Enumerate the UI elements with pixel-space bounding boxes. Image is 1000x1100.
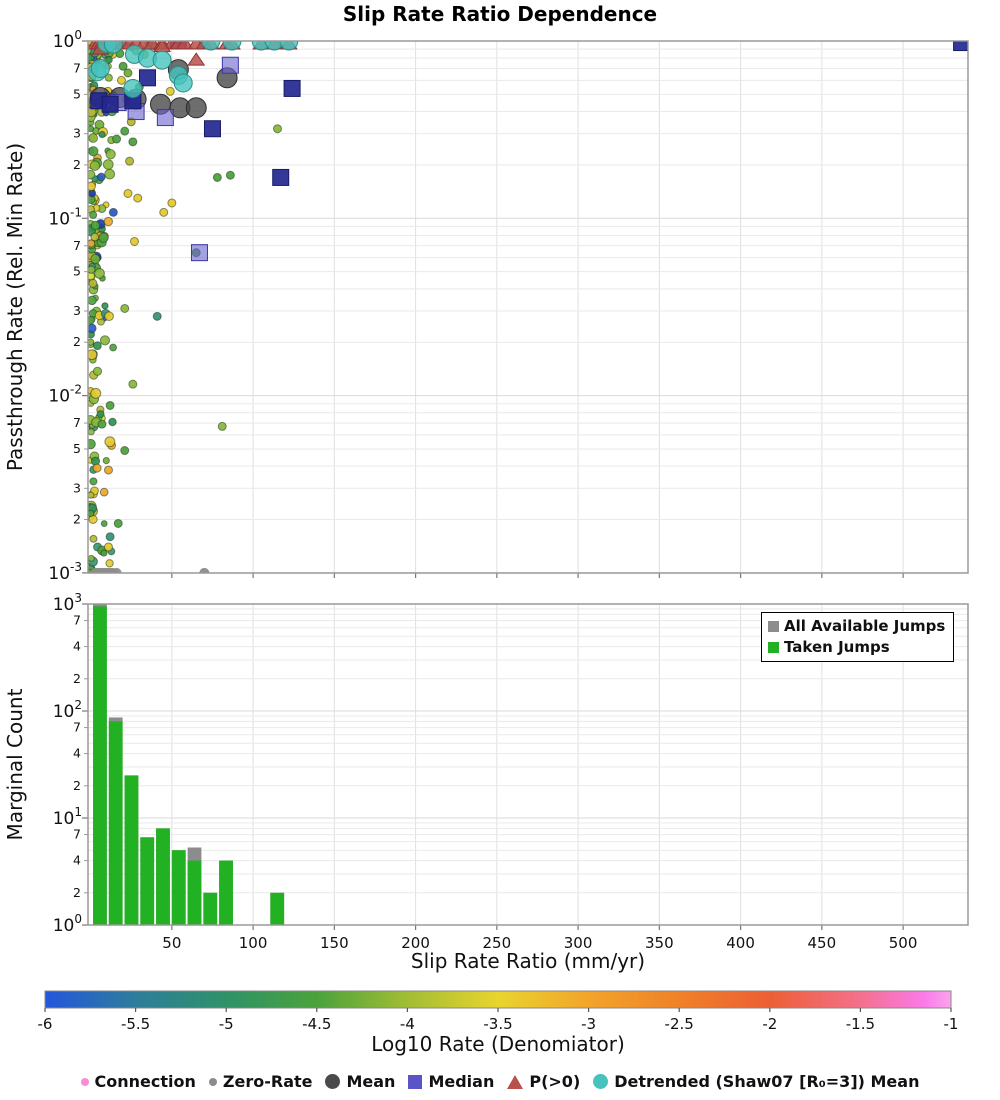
legend-swatch [768,621,779,632]
legend-label: P(>0) [529,1072,581,1091]
x-tick-label: 150 [320,934,349,952]
scatter-point [104,466,112,474]
x-tick-label: 450 [807,934,837,952]
scatter-point [90,535,97,542]
scatter-point [113,135,121,143]
p-gt0-point [188,53,204,65]
scatter-point [91,221,100,230]
y-major-label: $10^{-2}$ [48,382,82,407]
colorbar-tick-label: -4.5 [302,1015,332,1033]
legend-item [593,1072,919,1091]
scatter-point [91,254,100,263]
scatter-point [90,211,97,218]
triangle-icon [507,1075,523,1089]
median-point [204,121,220,137]
y-minor-label: 7 [73,237,81,253]
colorbar-tick-label: -4 [399,1015,415,1033]
median-point [139,70,155,86]
scatter-point [226,171,234,179]
scatter-point [109,208,117,216]
median-point [102,96,118,112]
legend-item [768,617,945,635]
scatter-point [90,161,99,170]
exponent: 0 [74,912,82,926]
exponent: 1 [74,805,82,819]
detrended-point [104,35,122,53]
y-major-label: $10^{-1}$ [48,205,82,230]
legend-item [408,1072,494,1091]
scatter-point [91,233,99,241]
scatter-point [102,303,108,309]
colorbar-tick-label: -2 [762,1015,778,1033]
colorbar-tick-label: -1.5 [845,1015,876,1033]
median-point [954,35,970,51]
colorbar-tick-label: -5.5 [120,1015,151,1033]
detrended-point [174,74,192,92]
y-major-label: $10^0$ [52,28,82,52]
hist-bar-taken [109,721,123,925]
hist-bar-taken [93,606,107,925]
y-minor-label: 4 [73,745,81,761]
scatter-point [101,521,107,527]
marker-legend [0,1072,1000,1091]
scatter-point [114,519,122,527]
scatter-point [126,157,134,165]
legend-label: Taken Jumps [784,638,890,656]
scatter-point [93,342,101,350]
hist-bar-taken [219,861,233,925]
scatter-point [166,87,174,95]
scatter-point [99,233,108,242]
hist-bar-taken [203,893,217,925]
scatter-point [89,279,97,287]
y-minor-label: 7 [73,826,81,842]
legend-item [507,1072,580,1091]
square-icon [408,1075,422,1089]
y-minor-label: 2 [73,670,81,686]
y-minor-label: 2 [73,334,81,350]
scatter-point [273,125,281,133]
hist-bar-taken [172,850,186,925]
scatter-point [153,312,161,320]
scatter-point [88,296,97,305]
scatter-point [129,138,137,146]
legend-label: Zero-Rate [222,1072,313,1091]
scatter-point [98,420,106,428]
mean-point [186,98,206,118]
x-tick-label: 200 [401,934,430,952]
y-major-label: $10^1$ [52,805,82,829]
scatter-point [100,488,108,496]
scatter-point [106,150,115,159]
x-axis-label: Slip Rate Ratio (mm/yr) [410,949,646,973]
scatter-point [86,439,95,448]
colorbar-tick-label: -2.5 [664,1015,694,1033]
legend-item [768,638,945,656]
y-major-label: $10^{-3}$ [48,559,82,584]
exponent: -1 [70,205,82,220]
hist-ylabel: Marginal Count [3,688,27,841]
circle-icon [325,1074,340,1089]
detrended-point [153,51,171,69]
scatter-point [218,422,226,430]
scatter-point [93,367,101,375]
exponent: 0 [74,28,82,42]
scatter-point [110,344,117,351]
median-point [157,110,173,126]
legend-label: Median [428,1072,495,1091]
median-point [222,57,238,73]
scatter-point [97,173,105,181]
scatter-point [121,127,129,135]
scatter-point [90,478,97,485]
scatter-point [124,69,132,77]
y-minor-label: 7 [73,415,81,431]
legend-item [209,1072,313,1091]
colorbar-tick-label: -1 [943,1015,959,1033]
scatter-point [106,533,114,541]
scatter-point [97,411,104,418]
y-minor-label: 2 [73,511,81,527]
x-tick-label: 50 [162,934,182,952]
figure-title: Slip Rate Ratio Dependence [342,2,658,26]
x-tick-label: 350 [645,934,674,952]
y-minor-label: 2 [73,156,81,172]
scatter-point [129,380,137,388]
scatter-point [134,194,142,202]
y-minor-label: 7 [73,612,81,628]
legend-label: All Available Jumps [784,617,946,635]
legend-item [81,1072,196,1091]
legend-label: Connection [94,1072,196,1091]
colorbar-bar [45,991,951,1008]
hist-bar-taken [140,837,154,925]
x-tick-label: 400 [726,934,755,952]
scatter-point [87,324,96,333]
scatter-point [99,131,105,137]
scatter-point [91,388,101,398]
hist-bar-taken [270,893,284,925]
scatter-point [104,543,112,551]
scatter-point [88,555,94,561]
exponent: 3 [74,591,82,605]
exponent: -3 [70,559,82,574]
hist-bar-taken [125,775,139,925]
colorbar-label: Log10 Rate (Denomiator) [371,1032,625,1056]
histogram-bars-layer [93,604,284,925]
histogram-legend [761,612,954,662]
legend-swatch [768,642,779,653]
scatter-ylabel: Passthrough Rate (Rel. Min Rate) [3,142,27,472]
scatter-point [103,160,113,170]
x-tick-label: 500 [888,934,918,952]
y-minor-label: 4 [73,852,81,868]
y-minor-label: 5 [73,86,81,102]
scatter-point [160,208,168,216]
scatter-point [109,418,116,425]
dot-icon [209,1078,217,1086]
scatter-point [105,437,115,447]
scatter-point [106,560,113,567]
median-point [284,80,300,96]
y-minor-label: 4 [73,638,81,654]
x-tick-label: 100 [238,934,268,952]
colorbar-tick-label: -3 [581,1015,597,1033]
y-minor-label: 7 [73,719,81,735]
scatter-point [121,304,129,312]
y-minor-label: 3 [73,125,81,141]
y-minor-label: 3 [73,480,81,496]
scatter-point [124,189,132,197]
colorbar-tick-label: -3.5 [483,1015,513,1033]
scatter-point [101,550,107,556]
scatter-point [168,199,176,207]
hist-bar-taken [156,828,170,925]
exponent: 2 [74,698,82,712]
scatter-point [121,447,129,455]
scatter-point [88,266,95,273]
hist-bar-taken [188,861,202,925]
legend-label: Detrended (Shaw07 [R₀=3]) Mean [614,1072,920,1091]
scatter-point [117,76,125,84]
x-tick-label: 300 [563,934,593,952]
scatter-points-layer [86,32,970,578]
y-major-label: $10^2$ [52,698,82,722]
colorbar-tick-label: -6 [37,1015,53,1033]
scatter-point [88,429,94,435]
y-minor-label: 5 [73,263,81,279]
scatter-point [213,173,221,181]
scatter-point [130,237,138,245]
x-tick-label: 250 [482,934,512,952]
scatter-point [103,457,109,463]
scatter-point [105,169,115,179]
median-point [273,169,289,185]
y-minor-label: 5 [73,440,81,456]
legend-label: Mean [346,1072,396,1091]
exponent: -2 [70,382,82,397]
legend-item [325,1072,395,1091]
scatter-point [106,401,114,409]
dot-icon [81,1078,89,1086]
colorbar-tick-label: -5 [218,1015,234,1033]
scatter-point [95,268,105,278]
detrended-point [91,59,109,77]
scatter-point [105,312,114,321]
scatter-point [88,492,94,498]
scatter-point [100,336,109,345]
scatter-point [104,217,112,225]
scatter-point [89,147,98,156]
median-point [191,245,207,261]
y-minor-label: 7 [73,60,81,76]
detrended-point [124,79,142,97]
y-minor-label: 2 [73,777,81,793]
y-minor-label: 2 [73,884,81,900]
scatter-point [93,464,101,472]
scatter-point [89,134,98,143]
y-major-label: $10^3$ [52,591,82,615]
circle-icon [593,1074,608,1089]
y-major-label: $10^0$ [52,912,82,936]
y-minor-label: 3 [73,303,81,319]
